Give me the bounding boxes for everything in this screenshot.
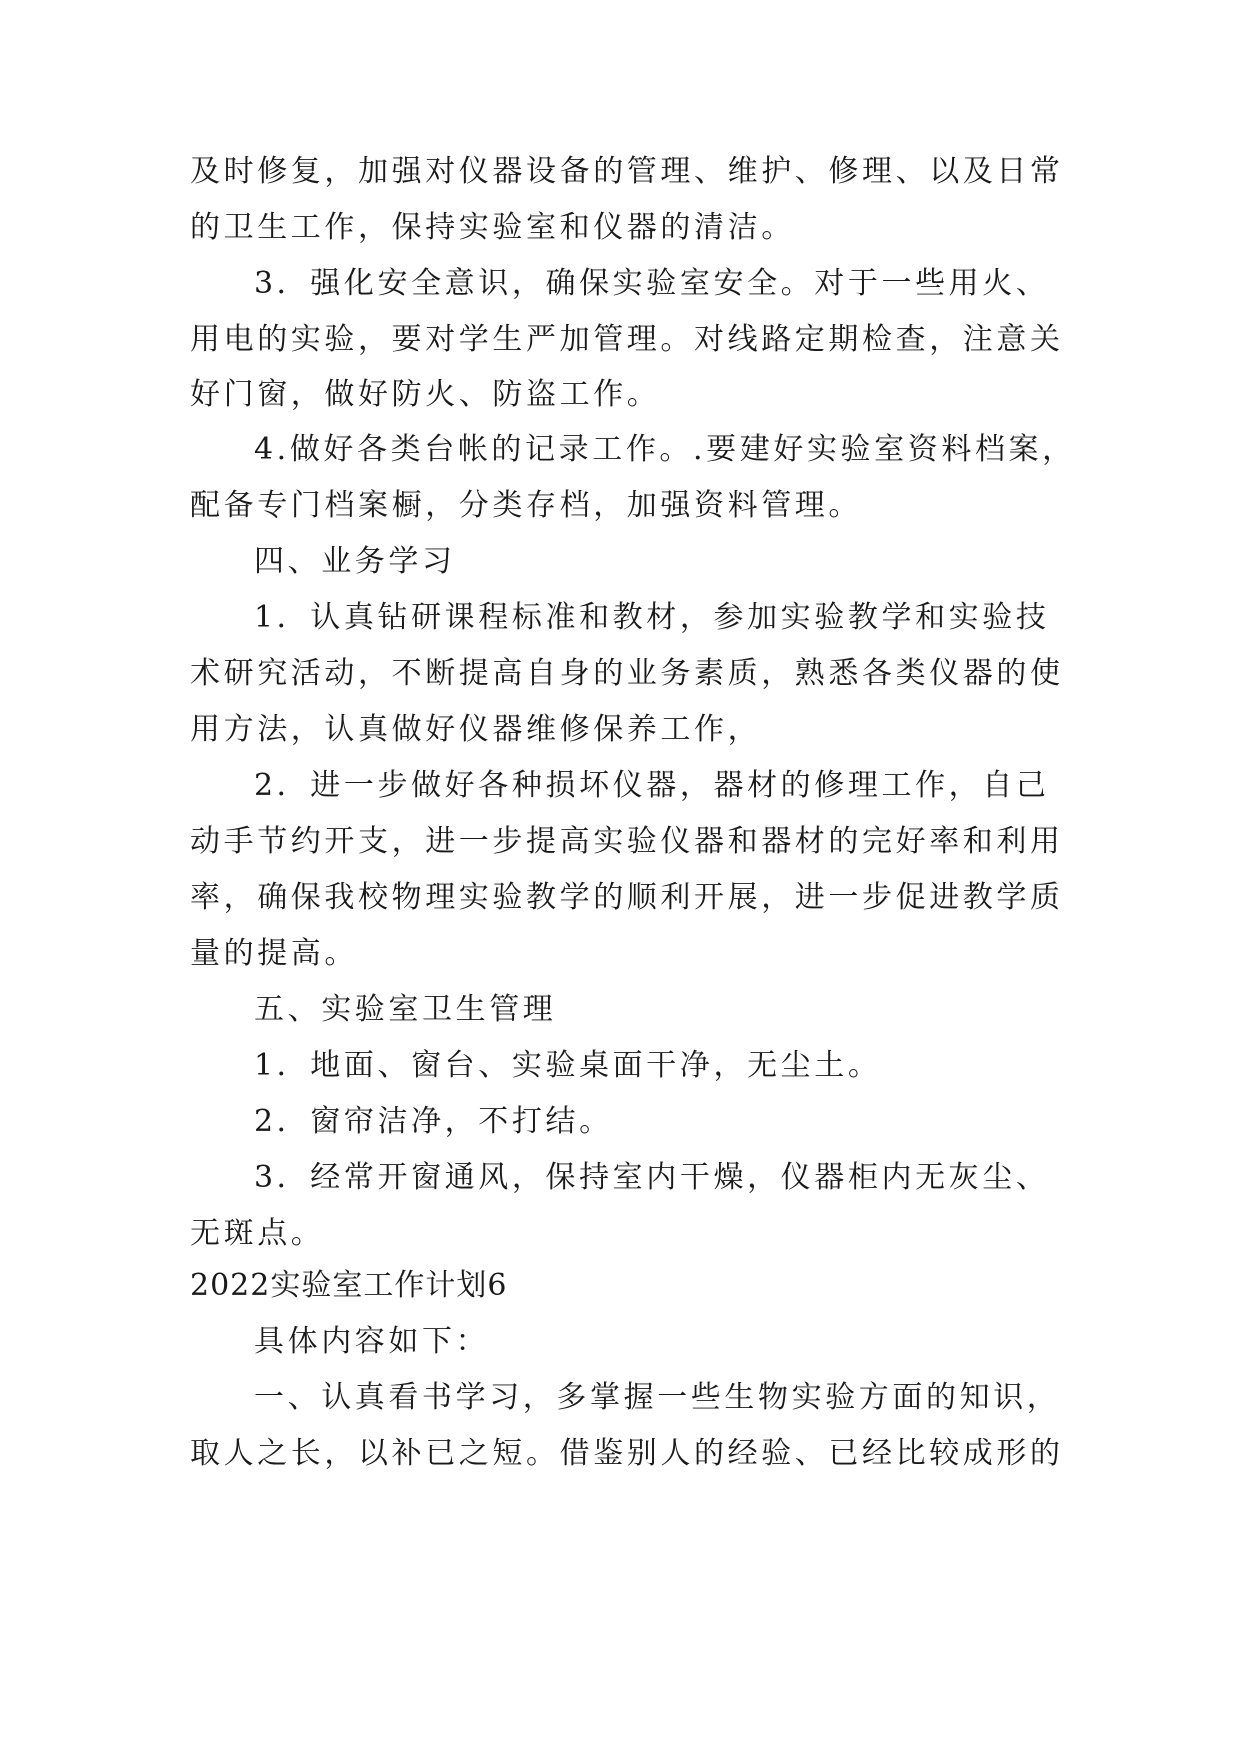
text-line: 术研究活动，不断提高自身的业务素质，熟悉各类仪器的使 [190,656,1064,691]
text-line: 3．强化安全意识，确保实验室安全。对于一些用火、 [254,266,1050,301]
text-line: 无斑点。 [190,1216,325,1251]
text-line: 配备专门档案橱，分类存档，加强资料管理。 [190,488,862,523]
text-line: 1．认真钻研课程标准和教材，参加实验教学和实验技 [254,600,1050,635]
text-line: 4.做好各类台帐的记录工作。.要建好实验室资料档案， [254,432,1076,467]
text-line: 2．进一步做好各种损坏仪器，器材的修理工作，自己 [254,768,1050,803]
text-line: 及时修复，加强对仪器设备的管理、维护、修理、以及日常 [190,154,1064,189]
text-line: 2．窗帘洁净，不打结。 [254,1104,613,1139]
text-line: 具体内容如下： [254,1324,490,1359]
text-line: 一、认真看书学习，多掌握一些生物实验方面的知识， [254,1380,1061,1415]
text-line: 量的提高。 [190,936,358,971]
text-line: 用方法，认真做好仪器维修保养工作， [190,712,762,747]
section-heading: 五、实验室卫生管理 [254,992,557,1027]
text-line: 率，确保我校物理实验教学的顺利开展，进一步促进教学质 [190,880,1064,915]
text-line: 的卫生工作，保持实验室和仪器的清洁。 [190,210,795,245]
text-line: 用电的实验，要对学生严加管理。对线路定期检查，注意关 [190,322,1064,357]
text-line: 取人之长，以补已之短。借鉴别人的经验、已经比较成形的 [190,1436,1064,1471]
text-line: 动手节约开支，进一步提高实验仪器和器材的完好率和利用 [190,824,1064,859]
section-heading: 四、业务学习 [254,544,456,579]
text-line: 1．地面、窗台、实验桌面干净，无尘土。 [254,1048,882,1083]
document-title: 2022实验室工作计划6 [190,1268,508,1303]
text-line: 3．经常开窗通风，保持室内干燥，仪器柜内无灰尘、 [254,1160,1050,1195]
text-line: 好门窗，做好防火、防盗工作。 [190,377,661,412]
